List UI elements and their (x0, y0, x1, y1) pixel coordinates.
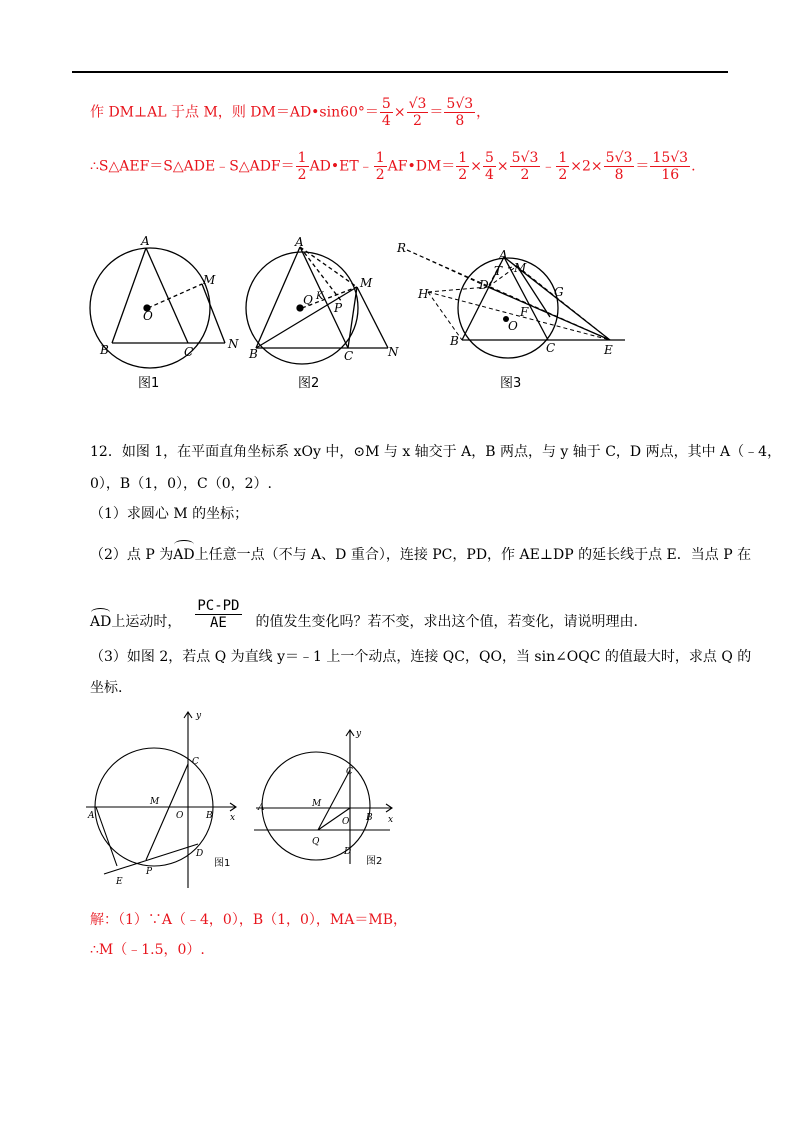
frac-den: 8 (614, 167, 624, 183)
frac-den: 8 (455, 113, 465, 129)
label: B (206, 811, 213, 821)
line-rd (407, 250, 488, 287)
frac-num: 5√3 (446, 96, 474, 112)
frac-den: 2 (458, 167, 468, 183)
line-ab (112, 248, 146, 343)
frac-den: AE (209, 615, 227, 631)
top-figure-1 (90, 248, 225, 368)
label: A (258, 803, 265, 813)
line-ac (146, 248, 188, 343)
arc-ad: AD (173, 547, 195, 563)
label: y (356, 729, 362, 739)
question-2 (90, 545, 751, 565)
label: C (192, 757, 199, 767)
frac-den: 4 (381, 113, 391, 129)
label: H (418, 287, 429, 301)
label: O (342, 817, 350, 827)
line-ae (96, 807, 117, 866)
frac-num: 1 (458, 150, 468, 166)
question-1: （1）求圆心 M 的坐标； (90, 506, 249, 522)
period: . (691, 158, 696, 175)
label: N (388, 345, 399, 359)
top-figures (80, 232, 640, 397)
comma: ， (476, 104, 491, 121)
minus-sign: ﹣ (541, 158, 556, 175)
answer-line-1: 解：（1）∵A（﹣4，0），B（1，0），MA＝MB， (90, 912, 408, 928)
figure-caption: 图2 (298, 376, 320, 391)
times-sign: ×2× (570, 158, 603, 175)
line-me (517, 266, 610, 340)
equals-sign: ＝ (635, 158, 650, 175)
label: C (184, 345, 194, 359)
bottom-figures (86, 706, 426, 896)
frac-num: 1 (375, 150, 385, 166)
frac-den: 2 (375, 167, 385, 183)
label: B (450, 334, 459, 348)
figure-caption: 图2 (366, 856, 383, 867)
label: E (604, 343, 613, 357)
frac-num: 1 (297, 150, 307, 166)
line-ab (256, 247, 300, 348)
solution-text: 作 DM⊥AL 于点 M，则 DM＝AD•sin60°＝ (90, 104, 379, 121)
label: M (312, 799, 322, 809)
solution-line-2 (90, 150, 696, 183)
problem-line-1: 12．如图 1，在平面直角坐标系 xOy 中，⊙M 与 x 轴交于 A，B 两点，与 y 轴于 C，D 两点，其中 A（﹣4， (90, 444, 782, 460)
times-sign: × (470, 158, 482, 175)
question-2-cont (90, 598, 638, 631)
label: B (100, 343, 109, 357)
label: M (150, 797, 160, 807)
frac-num: 15√3 (652, 150, 689, 166)
q2-text: 的值发生变化吗？若不变，求出这个值，若变化，请说明理由. (255, 614, 638, 630)
label: P (146, 867, 153, 877)
frac-den: 2 (413, 113, 422, 129)
term-text: AF•DM＝ (387, 158, 456, 175)
label: C (344, 349, 354, 363)
frac-den: 16 (661, 167, 680, 183)
label: M (360, 276, 373, 290)
frac-num: 5√3 (511, 150, 539, 166)
label: O (508, 319, 518, 333)
label: C (546, 341, 556, 355)
frac-den: 2 (520, 167, 530, 183)
label: T (494, 264, 503, 278)
label: M (203, 273, 216, 287)
label: E (116, 877, 123, 887)
frac-den: 2 (297, 167, 307, 183)
label: O (176, 811, 184, 821)
label: G (554, 285, 564, 299)
label: F (520, 305, 529, 319)
solution-line-1 (90, 96, 490, 129)
label: R (397, 241, 407, 255)
question-3-cont: 坐标. (90, 680, 123, 696)
frac-num: √3 (408, 96, 427, 112)
line-om (148, 284, 202, 308)
label: y (196, 711, 202, 721)
term-text: AD•ET﹣ (309, 158, 373, 175)
top-figure-1-labels (99, 234, 239, 359)
figure-caption: 图1 (138, 376, 160, 391)
label: P (334, 301, 343, 315)
line-mn (357, 287, 388, 348)
frac-num: 5 (484, 150, 494, 166)
label: O (143, 309, 153, 323)
label: D (196, 849, 204, 859)
label: B (249, 347, 258, 361)
question-3: （3）如图 2，若点 Q 为直线 y＝﹣1 上一个动点，连接 QC，QO，当 sin∠OQC 的值最大时，求点 Q 的 (90, 649, 752, 665)
area-formula-lead: ∴S△AEF＝S△ADE﹣S△ADF＝ (90, 158, 295, 175)
times-sign: × (496, 158, 509, 175)
q2-text: 上任意一点（不与 A、D 重合），连接 PC，PD，作 AE⊥DP 的延长线于点 E．当点 P 在 (194, 547, 752, 563)
label: x (230, 813, 236, 823)
line-mn (202, 284, 225, 343)
top-figure-3 (458, 257, 625, 358)
label: D (479, 278, 489, 292)
header-rule (72, 71, 728, 73)
label: K (316, 291, 324, 302)
frac-num: PC-PD (197, 598, 240, 614)
frac-num: 5 (381, 96, 391, 112)
q2-text: （2）点 P 为 (90, 547, 174, 563)
line-mc (348, 287, 357, 348)
label: C (346, 767, 353, 777)
line-dm (488, 266, 517, 287)
label: Q (303, 293, 313, 307)
label: Q (312, 837, 320, 847)
q2-text: 上运动时， (111, 614, 182, 630)
label: A (141, 234, 150, 248)
top-figure-2-labels (248, 235, 399, 363)
equals-sign: ＝ (429, 104, 444, 121)
frac-den: 2 (558, 167, 568, 183)
label: A (88, 811, 95, 821)
problem-line-2: 0），B（1，0），C（0，2）. (90, 476, 272, 492)
label: B (366, 813, 373, 823)
label: N (228, 337, 239, 351)
figure-caption: 图3 (500, 376, 522, 391)
times-sign: × (393, 104, 406, 121)
label: D (344, 847, 352, 857)
line-am (300, 247, 357, 287)
frac-den: 4 (484, 167, 494, 183)
label: A (295, 235, 304, 249)
arc-ad: AD (90, 614, 112, 630)
top-figure-2 (246, 247, 388, 364)
label: M (514, 261, 527, 275)
bottom-figure-2-labels (257, 729, 393, 857)
label: x (388, 815, 394, 825)
figure-caption: 图1 (214, 858, 231, 869)
answer-line-2: ∴M（﹣1.5，0）. (90, 942, 205, 958)
frac-num: 1 (558, 150, 568, 166)
label: A (499, 248, 508, 262)
bottom-figure-2 (254, 730, 392, 864)
frac-num: 5√3 (605, 150, 633, 166)
